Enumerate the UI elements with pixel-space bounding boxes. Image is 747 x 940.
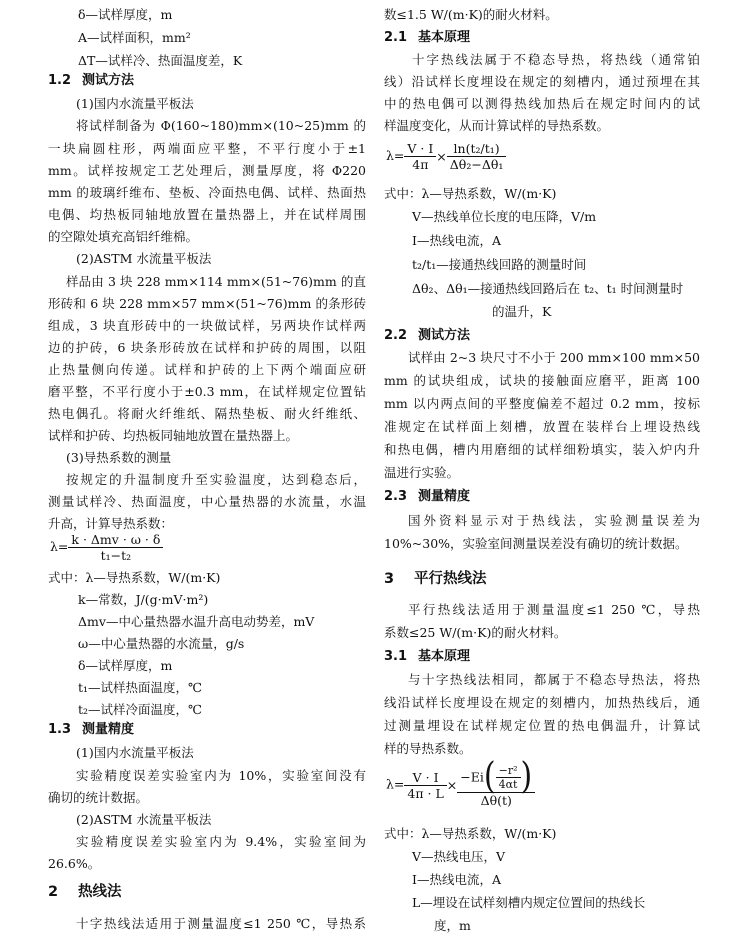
where-line: L—埋设在试样刻槽内规定位置间的热线长 [412, 895, 646, 910]
where-line: ω—中心量热器的水流量，g/s [78, 636, 245, 651]
where-line: 式中：λ—导热系数，W/(m·K) [384, 826, 557, 841]
symbol-definition: δ—试样厚度，m [78, 7, 173, 22]
paragraph-line: 准规定在试样面上刻槽，放置在装样台上埋设热线 [384, 419, 700, 434]
subsection-label: (1)国内水流量平板法 [76, 96, 194, 111]
paragraph-line: 热电偶孔。将耐火纤维纸、隔热垫板、耐火纤维纸、 [48, 406, 366, 421]
section-heading-1-3 [48, 722, 134, 738]
paragraph-line: 按规定的升温制度升至实验温度，达到稳态后， [66, 472, 366, 487]
section-number: 1.3 [48, 722, 72, 737]
paragraph-line: 系数≤25 W/(m·K)的耐火材料。 [384, 625, 567, 640]
paragraph-line: 十字热线法属于不稳态导热，将热线（通常铂 [412, 52, 700, 67]
where-line: t₁—试样热面温度，℃ [78, 680, 203, 695]
where-line: 式中：λ—导热系数，W/(m·K) [384, 186, 557, 201]
where-line: I—热线电流，A [412, 233, 501, 248]
paragraph-line: 测量试样冷、热面温度，中心量热器的水流量，水温 [48, 494, 366, 509]
paragraph-line: 样品由 3 块 228 mm×114 mm×(51~76)mm 的直 [66, 274, 366, 289]
section-number: 2.3 [384, 489, 408, 504]
where-line: 度，m [434, 918, 471, 933]
subsection-label: (2)ASTM 水流量平板法 [76, 812, 212, 827]
paragraph-line: 试样由 2~3 块尺寸不小于 200 mm×100 mm×50 [408, 350, 700, 365]
section-title: 基本原理 [418, 649, 471, 664]
where-line: I—热线电流，A [412, 872, 501, 887]
where-line: Δmv—中心量热器水温升高电动势差，mV [78, 614, 315, 629]
paragraph-line: 试样和护砖、均热板同轴地放置在量热器上。 [48, 428, 299, 443]
numerator: ln(t₂/t₁) [453, 141, 500, 156]
section-heading-2-1 [384, 30, 470, 46]
numerator: V · I [407, 141, 434, 156]
section-number: 3.1 [384, 649, 408, 664]
paragraph-line: 升高，计算导热系数： [48, 516, 174, 531]
paragraph-line: 的空隙处填充高铝纤维棉。 [48, 229, 199, 244]
times-sign: × [436, 149, 447, 164]
paragraph-line: mm 以内两点间的平整度偏差不超过 0.2 mm，按标 [384, 396, 700, 411]
paragraph-line: 一块扁圆柱形，两端面应平整，不平行度小于±1 [48, 141, 366, 156]
paragraph-line: 过测量埋设在试样规定位置的热电偶温升，计算试 [384, 718, 700, 733]
denominator: 4π [404, 156, 436, 172]
symbol-definition: ΔT—试样冷、热面温度差，K [78, 53, 243, 68]
inner-numerator: −r² [498, 763, 518, 777]
fraction [404, 770, 446, 801]
paragraph-line: 确切的统计数据。 [48, 790, 149, 805]
section-number: 2 [48, 884, 59, 900]
formula-parallel-hot-wire [386, 755, 535, 808]
section-heading-2-3 [384, 489, 470, 505]
ei-function: −Ei [460, 769, 484, 785]
where-line: V—热线电压，V [412, 849, 506, 864]
times-sign: × [446, 777, 458, 793]
paragraph-line: 十字热线法适用于测量温度≤1 250 ℃，导热系 [76, 916, 366, 931]
section-title: 平行热线法 [414, 571, 487, 587]
section-title: 测量精度 [418, 489, 471, 504]
numerator: k · Δmv · ω · δ [71, 532, 161, 547]
section-number: 1.2 [48, 73, 72, 88]
paragraph-line: mm 的玻璃纤维布、垫板、冷面热电偶、试样、热面热 [48, 185, 366, 200]
paragraph-line: 数≤1.5 W/(m·K)的耐火材料。 [384, 7, 558, 22]
subsection-label: (1)国内水流量平板法 [76, 745, 194, 760]
paragraph-line: 样的导热系数。 [384, 741, 472, 756]
section-title: 基本原理 [418, 30, 471, 45]
formula-cross-hot-wire [386, 141, 506, 172]
paragraph-line: mm。试样按规定工艺处理后，测量厚度，将 Φ220 [48, 163, 366, 178]
paragraph-line: 实验精度误差实验室内为 9.4%，实验室间为 [76, 834, 366, 849]
section-number: 2.1 [384, 30, 408, 45]
fraction [447, 141, 507, 172]
denominator: Δθ₂−Δθ₁ [447, 156, 507, 172]
formula-lhs: λ= [386, 148, 405, 163]
section-title: 测试方法 [418, 328, 471, 343]
inner-fraction [496, 764, 521, 791]
left-paren: ( [483, 755, 496, 798]
paragraph-line: 线）沿试样长度埋设在规定的刻槽内，通过预埋在其 [384, 74, 700, 89]
section-heading-1-2 [48, 73, 134, 89]
formula-lhs: λ= [50, 539, 69, 554]
section-heading-2-2 [384, 328, 470, 344]
paragraph-line: 组成，3 块直形砖中的一块做试样，另两块作试样两 [48, 318, 366, 333]
paragraph-line: mm 的试块组成，试块的接触面应磨平，距离 100 [384, 373, 700, 388]
paragraph-line: 样温度变化，从而计算试样的导热系数。 [384, 118, 610, 133]
where-line: 的温升，K [492, 304, 552, 319]
symbol-definition: A—试样面积，mm² [78, 30, 191, 45]
paragraph-line: 温进行实验。 [384, 465, 460, 480]
numerator [457, 755, 535, 798]
section-heading-3-1 [384, 649, 470, 665]
fraction [457, 755, 535, 808]
section-title: 测量精度 [82, 722, 135, 737]
section-title: 热线法 [78, 884, 122, 900]
formula-thermal-conductivity [50, 532, 163, 563]
numerator: V · I [412, 769, 439, 785]
where-line: t₂—试样冷面温度，℃ [78, 702, 203, 717]
right-paren: ) [520, 755, 533, 798]
formula-lhs: λ= [386, 776, 405, 792]
where-line: Δθ₂、Δθ₁—接通热线回路后在 t₂、t₁ 时间测量时 [412, 281, 684, 296]
paragraph-line: 和热电偶，槽内用磨细的试样细粉填实，装入炉内升 [384, 442, 700, 457]
paragraph-line: 与十字热线法相同，都属于不稳态导热法，将热 [408, 672, 700, 687]
denominator: Δθ(t) [457, 792, 535, 808]
paragraph-line: 电偶、均热板同轴地放置在量热器上，并在试样周围 [48, 207, 366, 222]
where-line: V—热线单位长度的电压降，V/m [412, 209, 597, 224]
section-number: 2.2 [384, 328, 408, 343]
paragraph-line: 止热量侧向传递。试样和护砖的上下两个端面应研 [48, 362, 366, 377]
where-line: t₂/t₁—接通热线回路的测量时间 [412, 257, 587, 272]
subsection-label: (3)导热系数的测量 [66, 450, 172, 465]
section-heading-2 [48, 884, 122, 900]
fraction [404, 141, 436, 172]
denominator: t₁−t₂ [68, 547, 163, 563]
inner-denominator: 4αt [496, 777, 521, 791]
denominator: 4π · L [404, 785, 446, 801]
paragraph-line: 国外资料显示对于热线法，实验测量误差为 [408, 513, 700, 528]
paragraph-line: 实验精度误差实验室内为 10%，实验室间没有 [76, 768, 366, 783]
subsection-label: (2)ASTM 水流量平板法 [76, 251, 212, 266]
paragraph-line: 形砖和 6 块 228 mm×57 mm×(51~76)mm 的条形砖 [48, 296, 366, 311]
section-number: 3 [384, 571, 395, 587]
paragraph-line: 边的护砖，6 块条形砖放在试样和护砖的周围，以阻 [48, 340, 366, 355]
paragraph-line: 26.6%。 [48, 856, 101, 871]
where-line: k—常数，J/(g·mV·m²) [78, 592, 209, 607]
section-title: 测试方法 [82, 73, 135, 88]
paragraph-line: 10%~30%，实验室间测量误差没有确切的统计数据。 [384, 536, 688, 551]
paragraph-line: 磨平整，不平行度小于±0.3 mm，在试样规定位置钻 [48, 384, 366, 399]
paragraph-line: 线沿试样长度埋设在规定的刻槽内，加热热线后，通 [384, 695, 700, 710]
fraction [68, 532, 163, 563]
paragraph-line: 中的热电偶可以测得热线加热后在规定时间内的试 [384, 96, 700, 111]
section-heading-3 [384, 571, 487, 587]
paragraph-line: 将试样制备为 Φ(160~180)mm×(10~25)mm 的 [76, 118, 366, 133]
paragraph-line: 平行热线法适用于测量温度≤1 250 ℃，导热 [408, 602, 700, 617]
where-line: δ—试样厚度，m [78, 658, 173, 673]
where-line: 式中：λ—导热系数，W/(m·K) [48, 570, 221, 585]
